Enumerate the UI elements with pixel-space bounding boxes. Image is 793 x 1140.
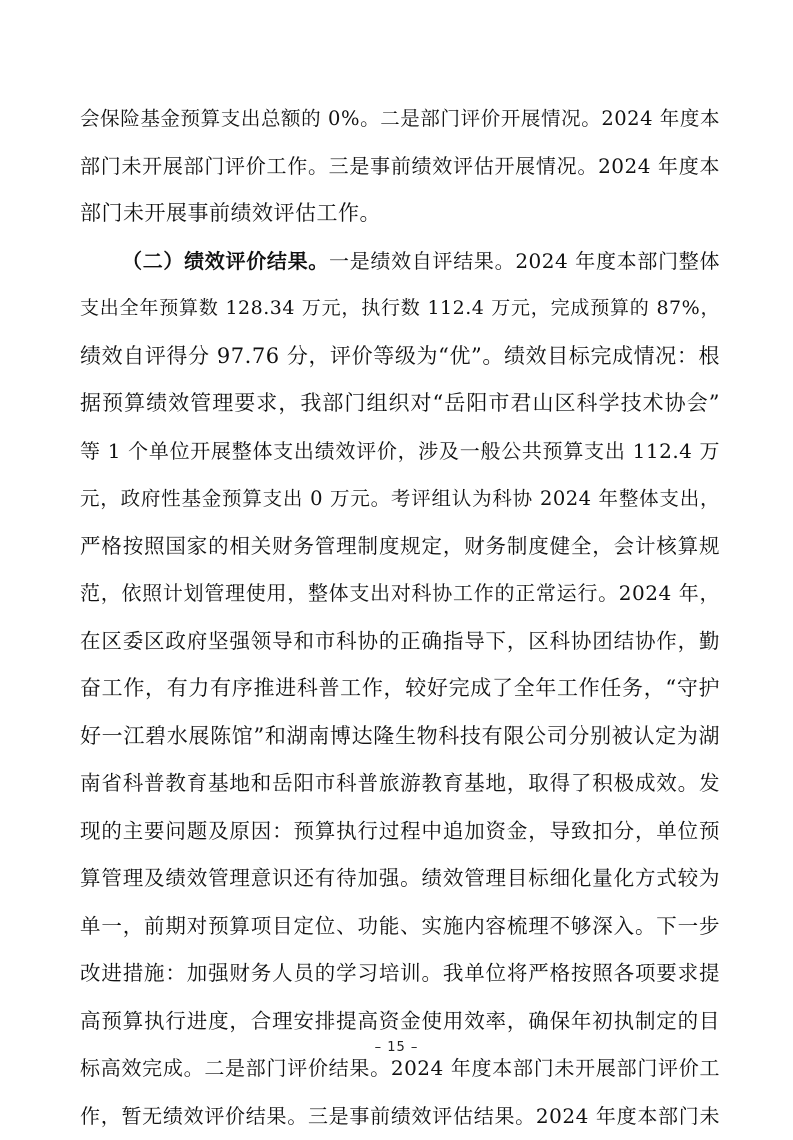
text-line: 绩效自评得分 97.76 分，评价等级为“优”。绩效目标完成情况：根 (80, 333, 720, 381)
text-line: 范，依照计划管理使用，整体支出对科协工作的正常运行。2024 年， (80, 570, 720, 618)
text-line-rest: 一是绩效自评结果。2024 年度本部门整体 (329, 249, 720, 273)
text-line: 部门未开展事前绩效评估工作。 (80, 190, 720, 238)
text-line: 单一，前期对预算项目定位、功能、实施内容梳理不够深入。下一步 (80, 903, 720, 951)
text-line: 作，暂无绩效评价结果。三是事前绩效评估结果。2024 年度本部门未 (80, 1093, 720, 1140)
text-line: 严格按照国家的相关财务管理制度规定，财务制度健全，会计核算规 (80, 523, 720, 571)
text-line: 等 1 个单位开展整体支出绩效评价，涉及一般公共预算支出 112.4 万 (80, 428, 720, 476)
text-line: 改进措施：加强财务人员的学习培训。我单位将严格按照各项要求提 (80, 950, 720, 998)
text-line: 部门未开展部门评价工作。三是事前绩效评估开展情况。2024 年度本 (80, 143, 720, 191)
text-line: 好一江碧水展陈馆”和湖南博达隆生物科技有限公司分别被认定为湖 (80, 713, 720, 761)
text-line: 高预算执行进度，合理安排提高资金使用效率，确保年初执制定的目 (80, 998, 720, 1046)
text-line: 支出全年预算数 128.34 万元，执行数 112.4 万元，完成预算的 87%， (80, 285, 720, 333)
text-line: 在区委区政府坚强领导和市科协的正确指导下，区科协团结协作，勤 (80, 618, 720, 666)
section-heading: （二）绩效评价结果。 (122, 249, 329, 273)
text-line: 算管理及绩效管理意识还有待加强。绩效管理目标细化量化方式较为 (80, 855, 720, 903)
text-line: 标高效完成。二是部门评价结果。2024 年度本部门未开展部门评价工 (80, 1045, 720, 1093)
page-number: – 15 – (0, 1040, 793, 1055)
text-line: 现的主要问题及原因：预算执行过程中追加资金，导致扣分，单位预 (80, 808, 720, 856)
text-line: 据预算绩效管理要求，我部门组织对“岳阳市君山区科学技术协会” (80, 380, 720, 428)
text-line (80, 238, 720, 286)
text-line: 会保险基金预算支出总额的 0%。二是部门评价开展情况。2024 年度本 (80, 95, 720, 143)
body-text (80, 95, 720, 1140)
text-line: 元，政府性基金预算支出 0 万元。考评组认为科协 2024 年整体支出， (80, 475, 720, 523)
text-line: 奋工作，有力有序推进科普工作，较好完成了全年工作任务，“守护 (80, 665, 720, 713)
text-line: 南省科普教育基地和岳阳市科普旅游教育基地，取得了积极成效。发 (80, 760, 720, 808)
